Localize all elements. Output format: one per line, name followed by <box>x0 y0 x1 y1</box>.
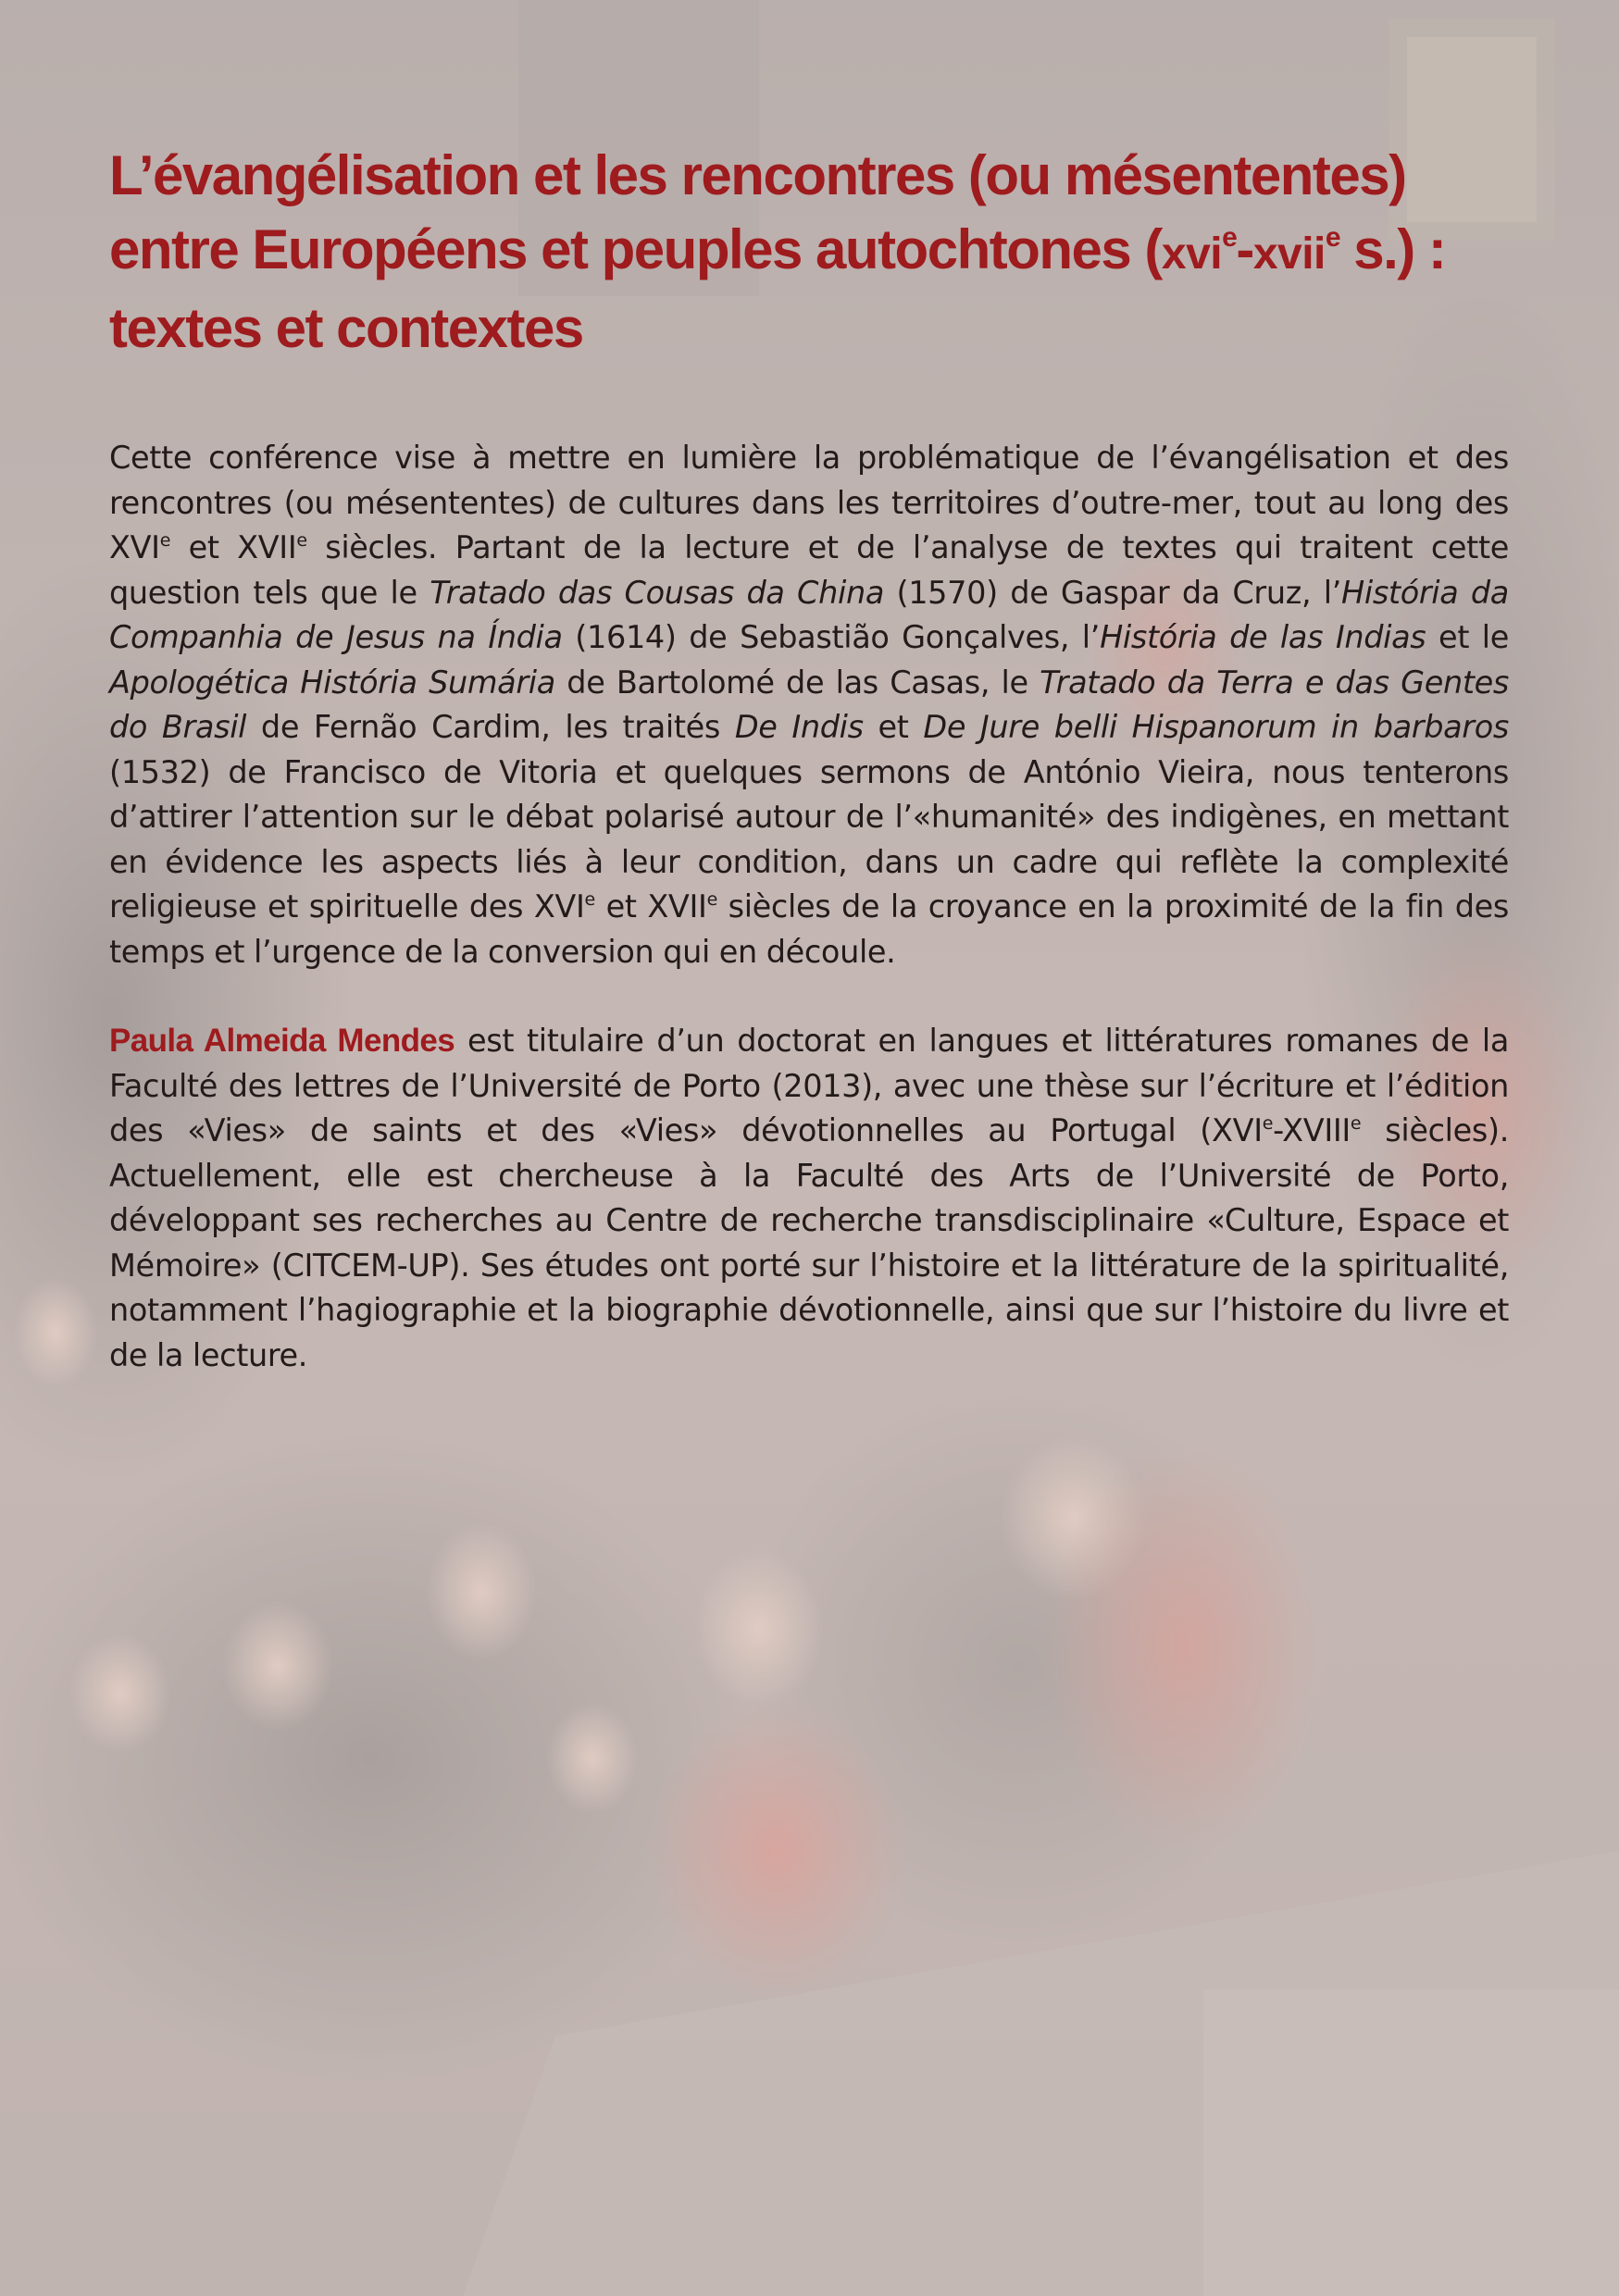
bio-text: -XVIII <box>1273 1112 1351 1148</box>
title-dash: - <box>1236 218 1253 280</box>
author-name: Paula Almeida Mendes <box>109 1023 455 1059</box>
title-line-2b: s.) : <box>1339 218 1446 280</box>
abstract-text: et XVII <box>170 529 297 565</box>
title-sup-2: e <box>1325 222 1340 253</box>
abstract-text: et le <box>1426 619 1509 655</box>
work-title: Tratado da Terra e das Gentes do Brasil <box>109 664 1509 745</box>
abstract-text: de Fernão Cardim, les traités <box>246 709 735 745</box>
work-title: História da Companhia de Jesus na Índia <box>109 574 1509 655</box>
abstract-text: siècles de la croyance en la proximité de la fin des temps et l’urgence de la conversion qui en découle. <box>109 888 1509 970</box>
abstract-text: et <box>863 709 924 745</box>
abstract-text: de Bartolomé de las Casas, le <box>554 664 1040 701</box>
abstract-text: (1614) de Sebastião Gonçalves, l’ <box>562 619 1101 655</box>
work-title: História de las Indias <box>1100 619 1426 655</box>
page-content <box>109 139 1509 1378</box>
bio-text: est titulaire d’un doctorat en langues et littératures romanes de la Faculté des lettres de l’Université de Porto (2013), avec une thèse sur l’écriture et l’édition des «Vies» de saints et des «Vies» dévotionnelles au Portugal (XVI <box>109 1023 1509 1148</box>
bio-sup: e <box>1350 1113 1362 1134</box>
abstract-sup: e <box>296 530 307 551</box>
title-line-1: L’évangélisation et les rencontres (ou mésententes) <box>109 144 1406 206</box>
title-line-2a: entre Européens et peuples autochtones ( <box>109 218 1162 280</box>
title-sup-1: e <box>1222 222 1237 253</box>
page-title <box>109 139 1509 366</box>
abstract-text: (1570) de Gaspar da Cruz, l’ <box>884 574 1342 611</box>
work-title: Tratado das Cousas da China <box>430 574 885 611</box>
abstract-sup: e <box>159 530 171 551</box>
work-title: De Indis <box>734 709 864 745</box>
bio-sup: e <box>1262 1113 1274 1134</box>
title-century-2: xvii <box>1252 230 1326 279</box>
abstract-text: (1532) de Francisco de Vitoria et quelques sermons de António Vieira, nous tenterons d’attirer l’attention sur le débat polarisé autour de l’«humanité» des indigènes, en mettant en évidence les aspects liés à leur condition, dans un cadre qui reflète la complexité religieuse et spirituelle des XVI <box>109 753 1509 925</box>
work-title: De Jure belli Hispanorum in barbaros <box>923 709 1509 745</box>
abstract-text: Cette conférence vise à mettre en lumière la problématique de l’évangélisation et des rencontres (ou mésententes) de cultures dans les territoires d’outre-mer, tout au long des XVI <box>109 440 1509 565</box>
bio-text: siècles). Actuellement, elle est chercheuse à la Faculté des Arts de l’Université de Porto, développant ses recherches au Centre de recherche transdisciplinaire «Culture, Espace et Mémoire» (CITCEM-UP). Ses études ont porté sur l’histoire et la littérature de la spiritualité, notamment l’hagiographie et la biographie dévotionnelle, ainsi que sur l’histoire du livre et de la lecture. <box>109 1112 1510 1373</box>
abstract-text: siècles. Partant de la lecture et de l’analyse de textes qui traitent cette question tels que le <box>109 529 1509 611</box>
bio-paragraph <box>109 1019 1509 1378</box>
abstract-sup: e <box>706 889 717 910</box>
abstract-sup: e <box>584 889 595 910</box>
title-line-3: textes et contextes <box>109 297 583 359</box>
abstract-text: et XVII <box>594 888 707 925</box>
title-century-1: xvi <box>1161 230 1223 279</box>
abstract-paragraph <box>109 436 1509 974</box>
work-title: Apologética História Sumária <box>109 664 555 701</box>
